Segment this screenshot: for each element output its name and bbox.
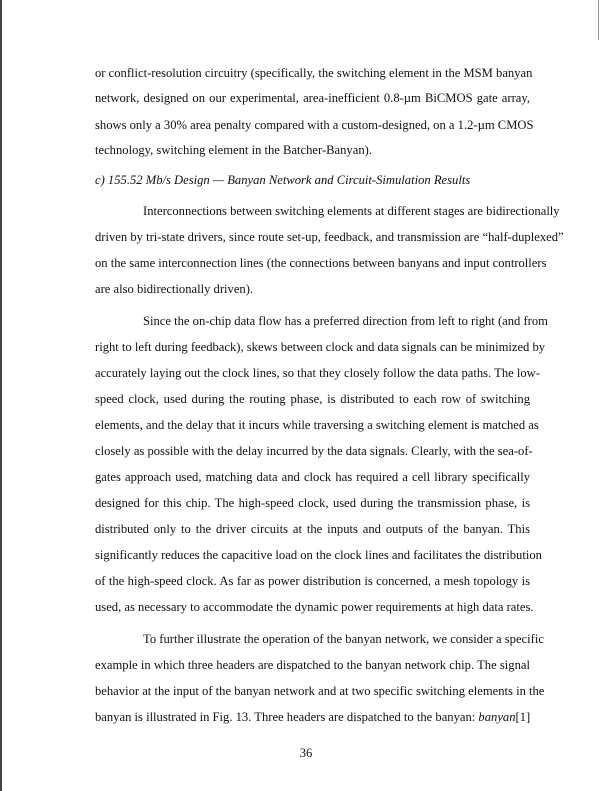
text-line: Interconnections between switching elements at different stages are bidirectionally [143, 204, 560, 218]
text-line: accurately laying out the clock lines, so that they closely follow the data paths. The low- [95, 366, 540, 380]
text-line: shows only a 30% area penalty compared with a custom-designed, on a 1.2-µm CMOS [95, 118, 534, 132]
text-line: technology, switching element in the Batcher-Banyan). [95, 143, 372, 157]
text-line: speed clock, used during the routing phase, is distributed to each row of switching [95, 392, 530, 406]
italic-term: banyan [478, 710, 516, 724]
text-segment: banyan is illustrated in Fig. 13. Three headers are dispatched to the banyan: [95, 710, 479, 724]
text-line: elements, and the delay that it incurs while traversing a switching element is matched as [95, 418, 539, 432]
scan-edge-left [0, 0, 2, 791]
text-line: or conflict-resolution circuitry (specifically, the switching element in the MSM banyan [95, 66, 533, 80]
text-line: closely as possible with the delay incurred by the data signals. Clearly, with the sea-of- [95, 444, 533, 458]
text-line: right to left during feedback), skews between clock and data signals can be minimized by [95, 340, 546, 354]
text-line: are also bidirectionally driven). [95, 282, 254, 296]
page-number: 36 [299, 746, 313, 760]
text-line: significantly reduces the capacitive load on the clock lines and facilitates the distribution [95, 548, 542, 562]
text-line: driven by tri-state drivers, since route set-up, feedback, and transmission are “half-duplexed” [95, 230, 564, 244]
text-line: designed for this chip. The high-speed clock, used during the transmission phase, is [95, 496, 530, 510]
text-line: example in which three headers are dispatched to the banyan network chip. The signal [95, 658, 530, 672]
scan-edge-right [598, 0, 599, 40]
text-line [95, 708, 530, 726]
text-line: behavior at the input of the banyan network and at two specific switching elements in the [95, 684, 545, 698]
text-line: To further illustrate the operation of the banyan network, we consider a specific [143, 632, 544, 646]
text-line: of the high-speed clock. As far as power distribution is concerned, a mesh topology is [95, 574, 530, 588]
text-line: network, designed on our experimental, area-inefficient 0.8-µm BiCMOS gate array, [95, 91, 530, 105]
text-line: distributed only to the driver circuits at the inputs and outputs of the banyan. This [95, 522, 530, 536]
text-line: Since the on-chip data flow has a preferred direction from left to right (and from [143, 314, 548, 328]
text-line: gates approach used, matching data and clock has required a cell library specifically [95, 470, 530, 484]
text-line: on the same interconnection lines (the connections between banyans and input controllers [95, 256, 547, 270]
text-segment: [1] [515, 710, 531, 724]
section-heading: c) 155.52 Mb/s Design — Banyan Network and Circuit-Simulation Results [95, 173, 471, 187]
text-line: used, as necessary to accommodate the dynamic power requirements at high data rates. [95, 600, 534, 614]
